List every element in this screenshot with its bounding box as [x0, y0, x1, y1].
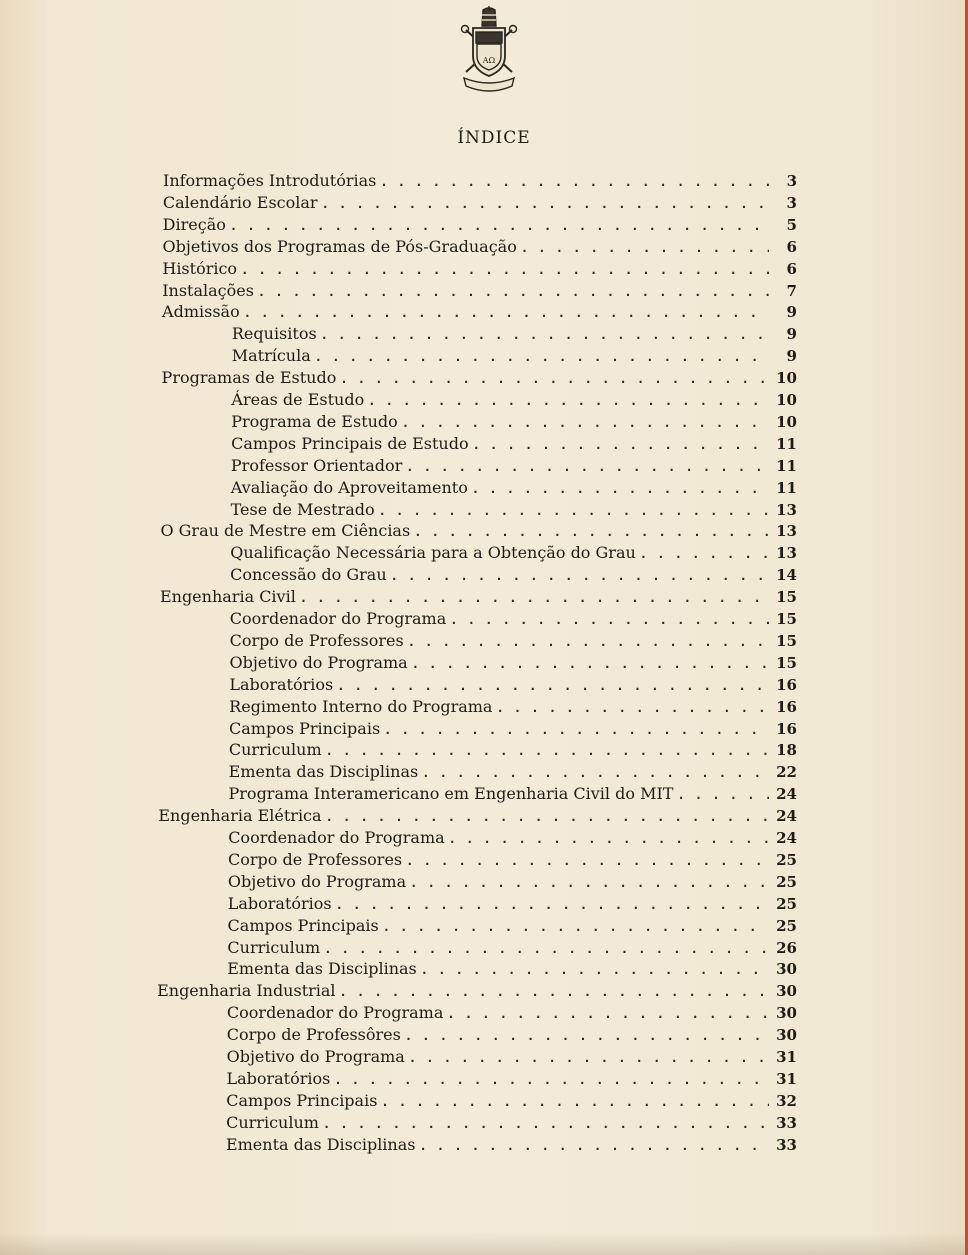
- dot-leader: [230, 219, 769, 233]
- page-title: ÍNDICE: [457, 128, 531, 148]
- dot-leader: [315, 350, 769, 364]
- dot-leader: [379, 504, 769, 518]
- dot-leader: [380, 175, 769, 189]
- dot-leader: [323, 1117, 769, 1131]
- dot-leader: [324, 942, 769, 956]
- toc-entry-label: Engenharia Industrial: [157, 981, 336, 1001]
- toc-entry: [157, 981, 797, 1003]
- toc-entry-label: Requisitos: [231, 324, 317, 344]
- dot-leader: [409, 1051, 769, 1065]
- toc-entry-page-number: 18: [776, 741, 797, 760]
- dot-leader: [337, 679, 769, 693]
- toc-entry-page-number: 16: [776, 719, 797, 738]
- toc-entry-label: Coordenador do Programa: [229, 609, 447, 628]
- toc-entry: [226, 1135, 797, 1157]
- toc-entry: [162, 302, 797, 324]
- university-coat-of-arms-icon: [456, 6, 522, 94]
- toc-entry: [228, 872, 797, 894]
- toc-entry: [162, 281, 797, 303]
- dot-leader: [447, 1007, 769, 1021]
- toc-entry-label: Histórico: [162, 258, 238, 278]
- toc-entry-label: Concessão do Grau: [230, 565, 387, 585]
- toc-entry-label: Programa Interamericano em Engenharia Civil do MIT: [228, 784, 674, 804]
- dot-leader: [300, 591, 769, 605]
- toc-entry: [229, 784, 797, 806]
- toc-entry: [163, 193, 797, 215]
- toc-entry: [162, 368, 797, 390]
- toc-entry-label: Regimento Interno do Programa: [229, 696, 493, 716]
- toc-entry-page-number: 10: [776, 391, 797, 409]
- toc-entry-label: Programa de Estudo: [231, 411, 398, 431]
- toc-entry: [228, 850, 797, 872]
- toc-entry-page-number: 31: [776, 1069, 797, 1088]
- toc-entry: [162, 259, 797, 281]
- toc-entry: [163, 171, 797, 193]
- toc-entry-label: Engenharia Elétrica: [158, 806, 322, 826]
- toc-entry-page-number: 26: [776, 938, 797, 957]
- toc-entry-page-number: 11: [776, 478, 797, 497]
- dot-leader: [383, 920, 769, 934]
- toc-entry-label: Professor Orientador: [230, 455, 403, 475]
- toc-entry-label: Objetivo do Programa: [229, 652, 408, 672]
- toc-entry: [228, 916, 797, 938]
- dot-leader: [340, 985, 769, 999]
- toc-entry-page-number: 16: [776, 675, 797, 694]
- toc-entry-label: Laboratórios: [229, 674, 334, 694]
- svg-text:AΩ: AΩ: [482, 56, 496, 65]
- toc-entry: [230, 609, 797, 631]
- toc-entry-label: Campos Principais: [226, 1090, 378, 1110]
- dot-leader: [322, 197, 769, 211]
- dot-leader: [402, 416, 769, 430]
- toc-entry-page-number: 24: [776, 829, 797, 847]
- toc-entry-label: Campos Principais: [227, 915, 379, 935]
- toc-entry-label: Qualificação Necessária para a Obtenção do Grau: [230, 543, 636, 563]
- toc-entry-page-number: 3: [786, 172, 797, 190]
- toc-entry-label: Objetivo do Programa: [226, 1047, 405, 1066]
- toc-entry: [229, 697, 797, 719]
- toc-entry: [231, 412, 797, 434]
- toc-entry: [158, 806, 797, 828]
- toc-entry-label: Tese de Mestrado: [230, 499, 375, 519]
- dot-leader: [321, 328, 769, 342]
- toc-entry: [231, 434, 797, 456]
- dot-leader: [472, 482, 769, 496]
- dot-leader: [405, 1029, 769, 1043]
- toc-entry-page-number: 6: [786, 259, 797, 278]
- toc-entry-page-number: 30: [776, 1004, 797, 1023]
- toc-entry-page-number: 33: [776, 1135, 797, 1154]
- toc-entry-page-number: 15: [776, 653, 797, 672]
- toc-entry-page-number: 15: [776, 588, 797, 607]
- toc-entry-label: Áreas de Estudo: [231, 390, 365, 409]
- toc-entry-label: Direção: [162, 214, 226, 234]
- toc-entry: [228, 894, 797, 916]
- toc-entry: [227, 1003, 797, 1025]
- dot-leader: [326, 810, 769, 824]
- toc-entry-label: Corpo de Professores: [229, 630, 404, 650]
- toc-entry: [160, 521, 797, 543]
- dot-leader: [449, 832, 769, 846]
- dot-leader: [340, 372, 769, 386]
- dot-leader: [450, 613, 769, 627]
- toc-entry: [227, 938, 797, 960]
- dot-leader: [326, 744, 769, 758]
- toc-entry-page-number: 31: [776, 1048, 797, 1066]
- toc-entry-page-number: 13: [776, 544, 797, 563]
- dot-leader: [414, 525, 769, 539]
- toc-entry-page-number: 16: [776, 697, 797, 716]
- toc-entry-page-number: 14: [776, 566, 797, 585]
- dot-leader: [241, 263, 769, 277]
- toc-entry-page-number: 9: [786, 303, 797, 322]
- toc-entry-page-number: 30: [776, 982, 797, 1001]
- dot-leader: [496, 701, 769, 715]
- dot-leader: [412, 657, 769, 671]
- toc-entry: [230, 565, 797, 587]
- dot-leader: [677, 788, 769, 802]
- toc-entry-label: Avaliação do Aproveitamento: [230, 477, 468, 497]
- dot-leader: [368, 394, 769, 408]
- dot-leader: [391, 569, 769, 583]
- toc-entry-label: Ementa das Disciplinas: [227, 959, 417, 979]
- toc-entry-page-number: 9: [786, 347, 797, 366]
- dot-leader: [410, 876, 769, 890]
- toc-entry-label: Corpo de Professores: [228, 849, 403, 869]
- toc-entry-page-number: 15: [776, 631, 797, 650]
- toc-entry-page-number: 7: [786, 281, 797, 300]
- toc-entry-page-number: 10: [776, 369, 797, 388]
- dot-leader: [422, 766, 769, 780]
- dot-leader: [244, 306, 769, 320]
- toc-entry: [229, 762, 797, 784]
- dot-leader: [421, 963, 769, 977]
- dot-leader: [406, 854, 769, 868]
- toc-entry: [227, 1025, 797, 1047]
- dot-leader: [384, 723, 769, 737]
- dot-leader: [334, 1073, 769, 1087]
- toc-entry-page-number: 32: [776, 1091, 797, 1110]
- toc-entry-page-number: 25: [776, 916, 797, 935]
- dot-leader: [336, 898, 769, 912]
- toc-entry-page-number: 15: [776, 610, 797, 628]
- toc-entry-label: Coordenador do Programa: [228, 828, 445, 847]
- toc-entry-page-number: 5: [786, 215, 797, 234]
- toc-entry-label: Instalações: [162, 280, 254, 300]
- toc-entry: [160, 587, 797, 609]
- toc-entry-label: Programas de Estudo: [161, 368, 337, 388]
- toc-entry-label: Curriculum: [226, 1112, 319, 1132]
- toc-entry-page-number: 13: [776, 522, 797, 541]
- toc-entry: [229, 719, 797, 741]
- toc-entry: [231, 456, 797, 478]
- toc-entry: [231, 478, 797, 500]
- toc-entry-page-number: 6: [786, 237, 797, 256]
- toc-entry-label: Ementa das Disciplinas: [225, 1134, 416, 1154]
- toc-entry-page-number: 24: [776, 807, 797, 826]
- toc-entry-label: Objetivo do Programa: [227, 871, 407, 891]
- toc-entry-label: O Grau de Mestre em Ciências: [160, 521, 411, 541]
- dot-leader: [473, 438, 769, 452]
- toc-entry-page-number: 3: [786, 193, 797, 212]
- toc-entry: [232, 346, 797, 368]
- toc-entry-label: Informações Introdutórias: [163, 171, 377, 190]
- dot-leader: [640, 547, 769, 561]
- dot-leader: [521, 241, 769, 255]
- toc-entry-page-number: 30: [776, 1026, 797, 1045]
- toc-entry: [163, 237, 797, 259]
- toc-entry-page-number: 10: [776, 412, 797, 431]
- toc-entry-label: Objetivos dos Programas de Pós-Graduação: [162, 236, 517, 256]
- toc-entry-label: Ementa das Disciplinas: [228, 762, 419, 782]
- dot-leader: [258, 285, 769, 299]
- toc-entry-label: Admissão: [162, 302, 240, 322]
- dot-leader: [408, 635, 769, 649]
- toc-entry-page-number: 22: [776, 763, 797, 782]
- toc-entry: [226, 1091, 797, 1113]
- toc-entry-label: Coordenador do Programa: [226, 1003, 444, 1023]
- dot-leader: [406, 460, 769, 474]
- toc-entry: [232, 324, 797, 346]
- toc-entry: [228, 828, 797, 850]
- toc-entry: [227, 1047, 797, 1069]
- toc-entry: [229, 653, 797, 675]
- dot-leader: [381, 1095, 769, 1109]
- toc-entry-label: Campos Principais de Estudo: [231, 433, 469, 453]
- toc-entry-page-number: 25: [776, 872, 797, 891]
- toc-entry: [229, 675, 797, 697]
- toc-entry-label: Laboratórios: [227, 893, 332, 913]
- toc-entry-page-number: 24: [776, 785, 797, 804]
- toc-entry-label: Campos Principais: [229, 718, 381, 738]
- toc-entry-label: Calendário Escolar: [162, 192, 318, 212]
- toc-entry-label: Corpo de Professôres: [226, 1025, 401, 1045]
- toc-entry-page-number: 25: [776, 850, 797, 869]
- toc-entry: [226, 1069, 797, 1091]
- toc-entry-page-number: 30: [776, 960, 797, 979]
- toc-entry-label: Curriculum: [227, 937, 321, 957]
- toc-entry-page-number: 13: [776, 500, 797, 519]
- dot-leader: [419, 1139, 769, 1153]
- toc-entry: [229, 740, 797, 762]
- toc-entry-label: Engenharia Civil: [159, 587, 296, 607]
- toc-entry: [231, 500, 797, 522]
- toc-entry: [163, 215, 797, 237]
- toc-entry-page-number: 11: [776, 434, 797, 453]
- toc-entry: [230, 543, 797, 565]
- toc-entry-label: Matrícula: [231, 346, 311, 366]
- toc-entry: [227, 959, 797, 981]
- toc-entry: [231, 390, 797, 412]
- toc-entry: [230, 631, 797, 653]
- toc-entry-label: Laboratórios: [226, 1068, 331, 1088]
- page-shadow: [0, 1233, 968, 1255]
- toc-entry: [226, 1113, 797, 1135]
- toc-entry-label: Curriculum: [228, 740, 322, 760]
- toc-entry-page-number: 11: [776, 456, 797, 475]
- toc-entry-page-number: 9: [786, 325, 797, 344]
- toc-entry-page-number: 33: [776, 1113, 797, 1132]
- toc-entry-page-number: 25: [776, 894, 797, 913]
